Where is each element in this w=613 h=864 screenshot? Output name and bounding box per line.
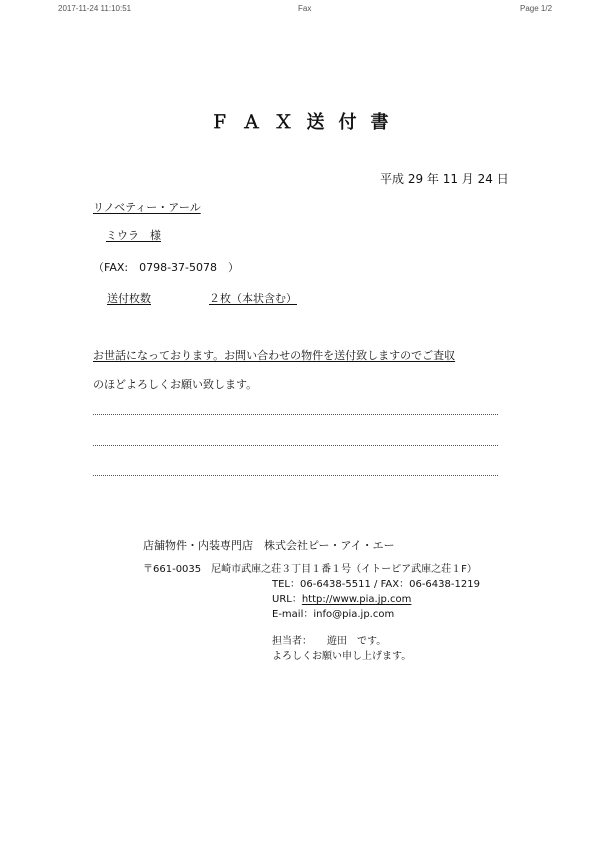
sender-email-line (272, 605, 394, 620)
blank-line-3 (93, 475, 498, 476)
recipient-company: リノベティー・アール (93, 201, 201, 214)
pages-line (107, 290, 297, 306)
sender-email-label: E-mail： (272, 609, 314, 620)
recipient-fax: （FAX: 0798-37-5078 ） (93, 261, 240, 274)
message-line-1: お世話になっております。お問い合わせの物件を送付致しますのでご査収 (93, 349, 456, 362)
sender-contact: 担当者： 遊田 です。 (272, 636, 387, 647)
message-line-2: のほどよろしくお願い致します。 (93, 378, 258, 391)
sender-url-link[interactable]: http://www.pia.jp.com (301, 594, 412, 605)
sender-url-line (272, 590, 411, 605)
sender-address: 〒661-0035 尼崎市武庫之荘３丁目１番１号（イトーピア武庫之荘１F） (143, 564, 477, 575)
print-page-number: Page 1/2 (520, 4, 553, 13)
print-doc-name: Fax (298, 4, 312, 13)
sender-closing: よろしくお願い申し上げます。 (272, 651, 412, 662)
sender-url-label: URL： (272, 594, 302, 605)
document-title: ＦＡＸ送付書 (210, 112, 403, 133)
sender-company: 店舗物件・内装専門店 株式会社ピー・アイ・エー (143, 539, 395, 552)
blank-line-1 (93, 414, 498, 415)
sender-tel-fax: TEL：06-6438-5511 / FAX：06-6438-1219 (272, 579, 480, 590)
pages-label: 送付枚数 (107, 292, 151, 305)
pages-value: ２枚（本状含む） (209, 292, 297, 305)
sender-email-address[interactable]: info@pia.jp.com (313, 609, 395, 620)
print-timestamp: 2017-11-24 11:10:51 (58, 4, 132, 13)
document-date: 平成 29 年 11 月 24 日 (380, 172, 509, 186)
recipient-person: ミウラ 様 (106, 229, 161, 242)
blank-line-2 (93, 445, 498, 446)
